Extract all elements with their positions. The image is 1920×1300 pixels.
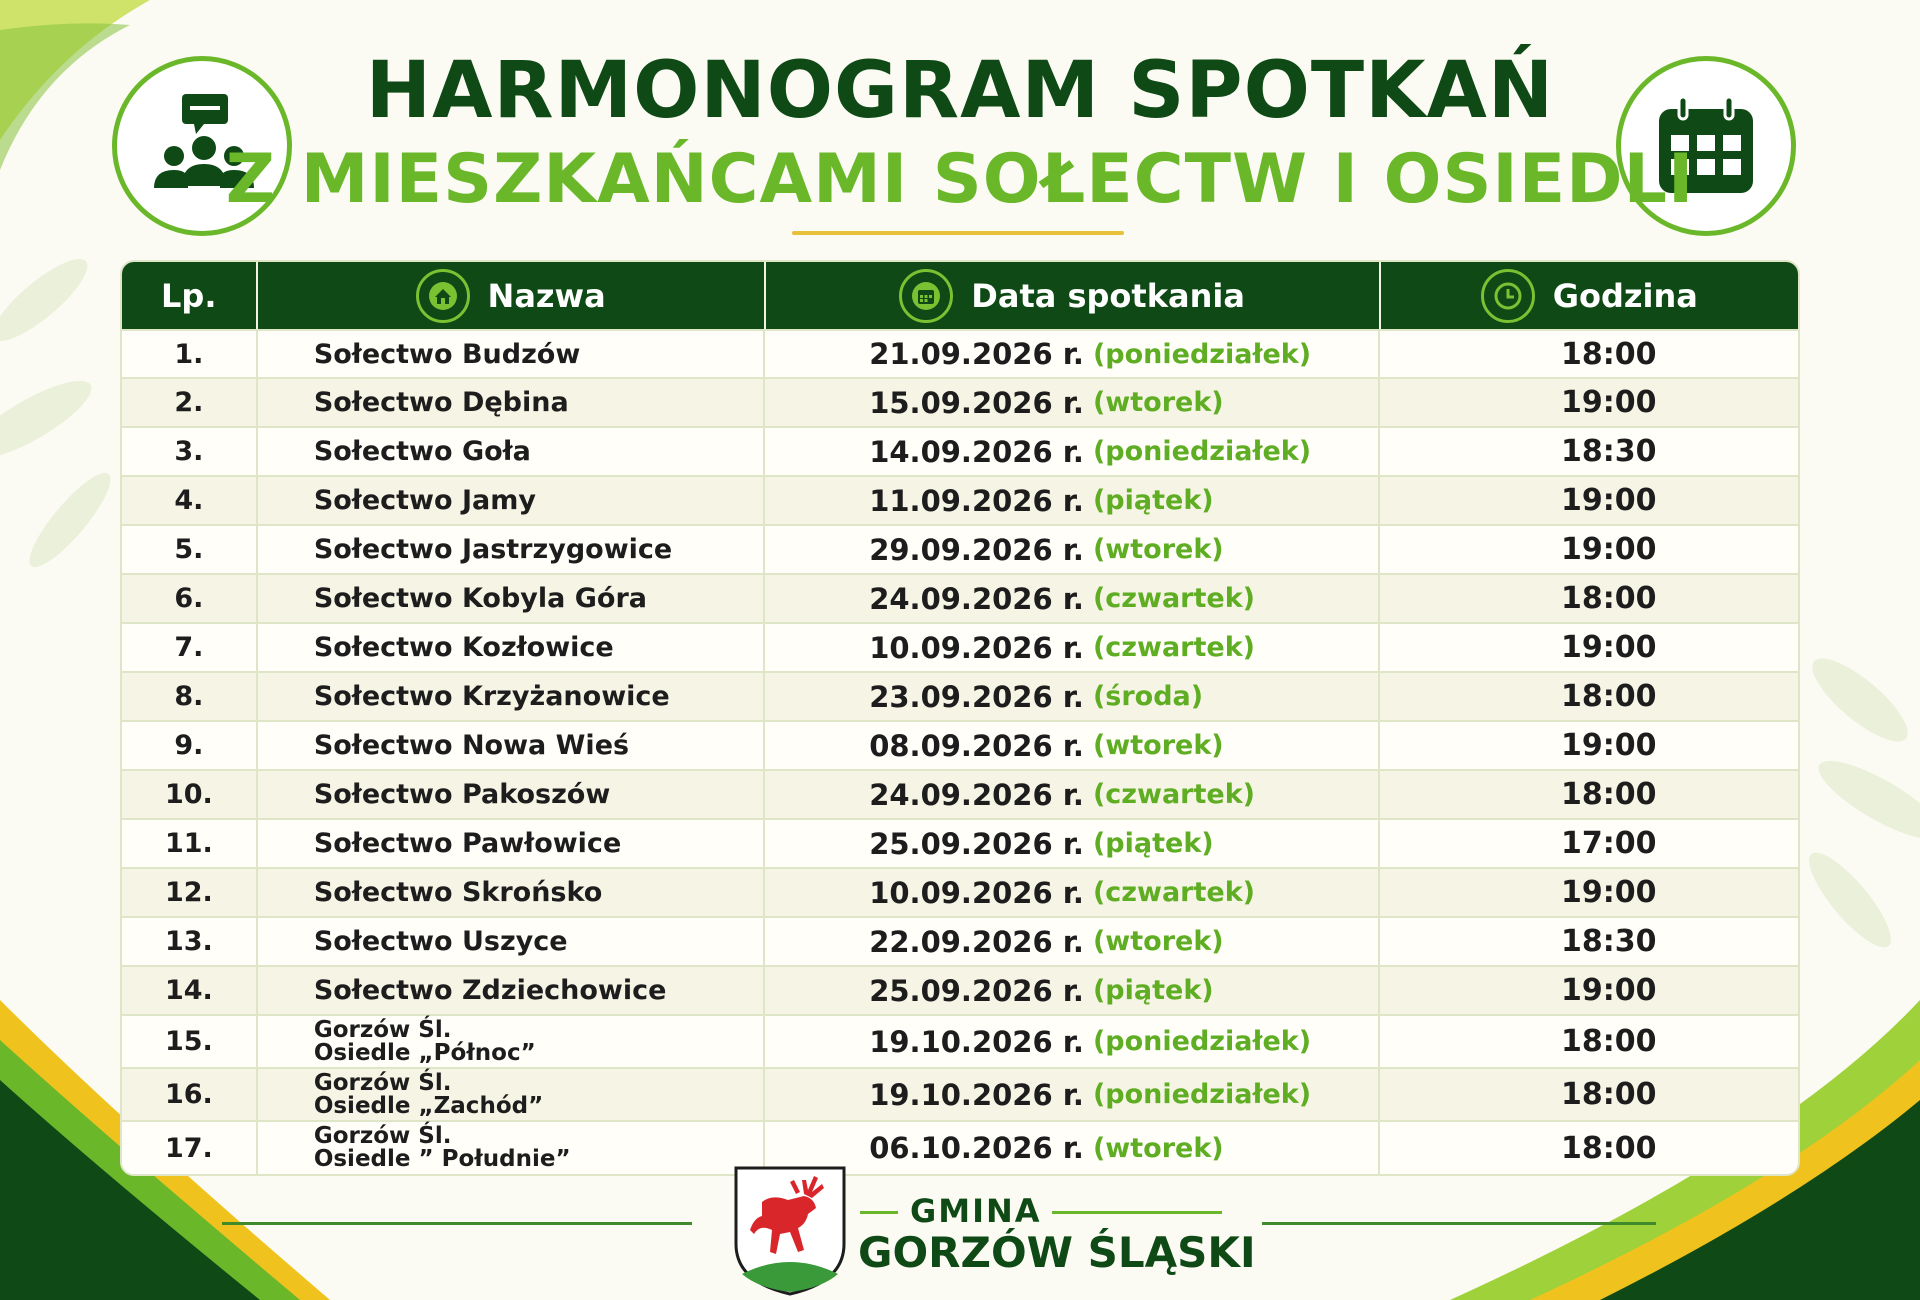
title-underline — [792, 231, 1124, 235]
row-time: 19:00 — [1561, 973, 1657, 1008]
row-weekday: (czwartek) — [1092, 583, 1256, 614]
row-date-cell — [765, 477, 1379, 524]
table-row — [122, 867, 1798, 916]
row-date-cell — [765, 624, 1379, 671]
schedule-table — [120, 260, 1800, 1176]
calendar-icon — [899, 269, 953, 323]
row-number: 9. — [122, 722, 258, 769]
row-name: Sołectwo Dębina — [258, 379, 765, 426]
row-weekday: (wtorek) — [1092, 1132, 1224, 1164]
row-weekday: (wtorek) — [1092, 387, 1224, 418]
row-time: 19:00 — [1561, 532, 1657, 567]
row-name: Sołectwo Krzyżanowice — [258, 673, 765, 720]
row-weekday: (poniedziałek) — [1092, 1079, 1312, 1110]
table-row — [122, 524, 1798, 573]
row-time: 18:00 — [1561, 777, 1657, 812]
row-weekday: (piątek) — [1092, 975, 1214, 1006]
row-date: 24.09.2026 r. — [869, 777, 1084, 812]
table-row — [122, 965, 1798, 1014]
row-time: 18:00 — [1561, 1077, 1657, 1112]
row-number: 11. — [122, 820, 258, 867]
row-date: 24.09.2026 r. — [869, 581, 1084, 616]
table-row — [122, 475, 1798, 524]
row-name: Sołectwo Pakoszów — [258, 771, 765, 818]
row-weekday: (wtorek) — [1092, 730, 1224, 761]
row-number: 6. — [122, 575, 258, 622]
gmina-label: GMINA — [910, 1192, 1042, 1230]
row-weekday: (poniedziałek) — [1092, 436, 1312, 467]
header-lp-label: Lp. — [161, 276, 217, 315]
row-name: Sołectwo Pawłowice — [258, 820, 765, 867]
row-date: 25.09.2026 r. — [869, 826, 1084, 861]
row-date: 14.09.2026 r. — [869, 434, 1084, 469]
row-date-cell — [765, 526, 1379, 573]
row-name — [258, 1069, 765, 1120]
row-weekday: (czwartek) — [1092, 632, 1256, 663]
deer-coat-of-arms-icon — [732, 1164, 848, 1296]
row-time: 18:00 — [1561, 1130, 1657, 1166]
row-date: 22.09.2026 r. — [869, 924, 1084, 959]
footer-line-left — [222, 1222, 692, 1225]
row-name-line2: Osiedle „Zachód” — [313, 1092, 544, 1119]
table-row — [122, 671, 1798, 720]
row-date-cell — [765, 575, 1379, 622]
table-row — [122, 818, 1798, 867]
row-time: 18:30 — [1561, 924, 1657, 959]
row-name — [258, 1122, 765, 1174]
table-row — [122, 426, 1798, 475]
row-date-cell — [765, 1016, 1379, 1067]
page-subtitle: Z MIESZKAŃCAMI SOŁECTW I OSIEDLI — [225, 140, 1695, 219]
row-number: 16. — [122, 1069, 258, 1120]
row-date: 19.10.2026 r. — [869, 1077, 1084, 1112]
row-name-line2: Osiedle ” Południe” — [313, 1146, 571, 1172]
header-time — [1381, 262, 1799, 329]
row-number: 17. — [122, 1122, 258, 1174]
row-weekday: (poniedziałek) — [1092, 1026, 1312, 1057]
footer-line-right — [1262, 1222, 1656, 1225]
table-row — [122, 916, 1798, 965]
header-time-label: Godzina — [1552, 276, 1698, 315]
row-name — [258, 1016, 765, 1067]
row-date-cell — [765, 722, 1379, 769]
row-name-line1: Gorzów Śl. — [313, 1069, 452, 1096]
table-header — [122, 262, 1798, 329]
row-date: 10.09.2026 r. — [869, 630, 1084, 665]
row-number: 5. — [122, 526, 258, 573]
row-time: 19:00 — [1561, 385, 1657, 420]
row-time: 18:00 — [1561, 1024, 1657, 1059]
row-number: 4. — [122, 477, 258, 524]
row-number: 12. — [122, 869, 258, 916]
row-date: 23.09.2026 r. — [869, 679, 1084, 714]
row-time: 18:00 — [1561, 581, 1657, 616]
table-row — [122, 377, 1798, 426]
row-date-cell — [765, 1122, 1379, 1174]
row-weekday: (czwartek) — [1092, 877, 1256, 908]
row-time: 18:00 — [1561, 336, 1657, 372]
table-row — [122, 720, 1798, 769]
row-date: 10.09.2026 r. — [869, 875, 1084, 910]
row-date-cell — [765, 771, 1379, 818]
row-weekday: (piątek) — [1092, 828, 1214, 859]
row-date-cell — [765, 820, 1379, 867]
row-number: 8. — [122, 673, 258, 720]
row-name: Sołectwo Kozłowice — [258, 624, 765, 671]
home-icon — [416, 269, 470, 323]
row-name: Sołectwo Uszyce — [258, 918, 765, 965]
row-date-cell — [765, 331, 1379, 377]
table-row — [122, 1014, 1798, 1067]
row-date: 29.09.2026 r. — [869, 532, 1084, 567]
table-row — [122, 769, 1798, 818]
row-date-cell — [765, 869, 1379, 916]
row-time: 18:00 — [1561, 679, 1657, 714]
header-date-label: Data spotkania — [971, 276, 1245, 315]
row-name: Sołectwo Zdziechowice — [258, 967, 765, 1014]
header-date — [766, 262, 1381, 329]
table-row — [122, 1067, 1798, 1120]
gmina-dash-right — [1052, 1211, 1222, 1214]
row-number: 13. — [122, 918, 258, 965]
page-title: HARMONOGRAM SPOTKAŃ — [365, 46, 1555, 136]
table-row — [122, 573, 1798, 622]
table-row — [122, 622, 1798, 671]
table-row — [122, 1120, 1798, 1174]
row-name: Sołectwo Jastrzygowice — [258, 526, 765, 573]
row-number: 2. — [122, 379, 258, 426]
row-name: Sołectwo Nowa Wieś — [258, 722, 765, 769]
row-date: 11.09.2026 r. — [869, 483, 1084, 518]
row-name: Sołectwo Goła — [258, 428, 765, 475]
row-date: 25.09.2026 r. — [869, 973, 1084, 1008]
gmina-dash-left — [860, 1211, 898, 1214]
row-weekday: (poniedziałek) — [1092, 338, 1312, 370]
table-body — [122, 329, 1798, 1174]
row-date: 21.09.2026 r. — [869, 337, 1084, 371]
row-time: 19:00 — [1561, 483, 1657, 518]
row-date-cell — [765, 967, 1379, 1014]
row-time: 19:00 — [1561, 728, 1657, 763]
row-weekday: (wtorek) — [1092, 534, 1224, 565]
row-time: 17:00 — [1561, 826, 1657, 861]
row-name: Sołectwo Budzów — [258, 331, 765, 377]
header-name-label: Nazwa — [487, 276, 606, 315]
row-date-cell — [765, 1069, 1379, 1120]
row-date: 19.10.2026 r. — [869, 1024, 1084, 1059]
row-number: 14. — [122, 967, 258, 1014]
row-number: 10. — [122, 771, 258, 818]
clock-icon — [1481, 269, 1535, 323]
row-date: 06.10.2026 r. — [869, 1131, 1084, 1165]
table-row — [122, 329, 1798, 377]
row-number: 3. — [122, 428, 258, 475]
row-weekday: (wtorek) — [1092, 926, 1224, 957]
row-name-line1: Gorzów Śl. — [313, 1016, 452, 1043]
row-time: 19:00 — [1561, 630, 1657, 665]
row-date-cell — [765, 918, 1379, 965]
row-date-cell — [765, 428, 1379, 475]
header-name — [258, 262, 766, 329]
row-name: Sołectwo Kobyla Góra — [258, 575, 765, 622]
row-weekday: (czwartek) — [1092, 779, 1256, 810]
row-date-cell — [765, 379, 1379, 426]
row-weekday: (środa) — [1092, 681, 1204, 712]
row-time: 19:00 — [1561, 875, 1657, 910]
row-number: 1. — [122, 331, 258, 377]
header-lp — [122, 262, 258, 329]
row-name-line1: Gorzów Śl. — [313, 1123, 452, 1149]
row-name: Sołectwo Skrońsko — [258, 869, 765, 916]
row-time: 18:30 — [1561, 434, 1657, 469]
row-name-line2: Osiedle „Północ” — [313, 1039, 536, 1066]
row-date-cell — [765, 673, 1379, 720]
row-number: 15. — [122, 1016, 258, 1067]
gmina-name: GORZÓW ŚLĄSKI — [858, 1228, 1256, 1277]
row-date: 15.09.2026 r. — [869, 385, 1084, 420]
row-name: Sołectwo Jamy — [258, 477, 765, 524]
row-weekday: (piątek) — [1092, 485, 1214, 516]
row-number: 7. — [122, 624, 258, 671]
row-date: 08.09.2026 r. — [869, 728, 1084, 763]
